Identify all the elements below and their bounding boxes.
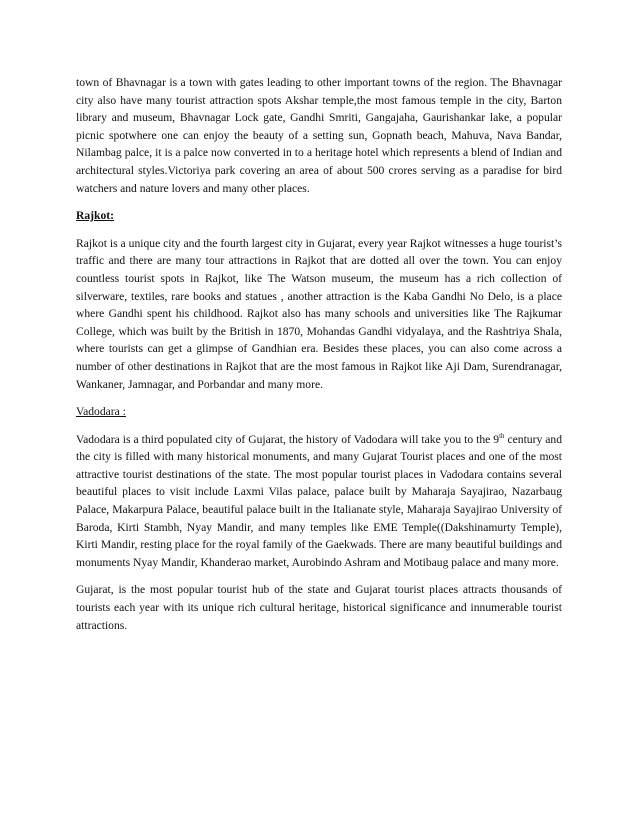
heading-vadodara: Vadodara : bbox=[76, 405, 126, 419]
heading-rajkot: Rajkot: bbox=[76, 209, 114, 223]
document-page bbox=[76, 74, 562, 644]
superscript-ordinal: th bbox=[499, 431, 505, 440]
paragraph-vadodara-rest: century and the city is filled with many historical monuments, and many Gujarat Tourist places and one of the most attractive tourist destinations of the state. The most popular tourist places in Vadodara contains several beautiful places to visit include Laxmi Vilas palace, palace built by Maharaja Sayajirao, Nazarbaug Palace, Makarpura Palace, beautiful palace built in the Italianate style, Maharaja Sayajirao University of Baroda, Kirti Stambh, Nyay Mandir, and many temples like EME Temple((Dakshinamurty Temple), Kirti Mandir, resting place for the royal family of the Gaekwads. There are many beautiful buildings and monuments Nyay Mandir, Khanderao market, Aurobindo Ashram and Motibaug palace and many more. bbox=[76, 432, 562, 569]
paragraph-vadodara-start: Vadodara is a third populated city of Gujarat, the history of Vadodara will take you to the 9 bbox=[76, 432, 500, 446]
paragraph-gujarat: Gujarat, is the most popular tourist hub of the state and Gujarat tourist places attracts thousands of tourists each year with its unique rich cultural heritage, historical significance and innumerable tourist attractions. bbox=[76, 583, 562, 632]
paragraph-bhavnagar: town of Bhavnagar is a town with gates leading to other important towns of the region. The Bhavnagar city also have many tourist attraction spots Akshar temple,the most famous temple in the city, Barton library and museum, Bhavnagar Lock gate, Gandhi Smriti, Gangajaha, Gaurishankar lake, a popular picnic spotwhere one can enjoy the beauty of a setting sun, Gopnath beach, Mahuva, Nava Bandar, Nilambag palce, it is a palce now converted in to a heritage hotel which represents a blend of Indian and architectural styles.Victoriya park covering an area of about 500 crores serving as a paradise for bird watchers and nature lovers and many other places. bbox=[76, 76, 562, 195]
paragraph-rajkot: Rajkot is a unique city and the fourth largest city in Gujarat, every year Rajkot witnesses a huge tourist’s traffic and there are many tour attractions in Rajkot that are dotted all over the town. You can enjoy countless tourist spots in Rajkot, like The Watson museum, the museum has a rich collection of silverware, textiles, rare books and statues , another attraction is the Kaba Gandhi No Delo, is a place where Gandhi spent his childhood. Rajkot also has many schools and universities like The Rajkumar College, which was built by the British in 1870, Mohandas Gandhi vidyalaya, and the Rashtriya Shala, where tourists can get a glimpse of Gandhian era. Besides these places, you can also come across a number of other destinations in Rajkot that are the most famous in Rajkot like Aji Dam, Surendranagar, Wankaner, Jamnagar, and Porbandar and many more. bbox=[76, 236, 562, 391]
paragraph-vadodara bbox=[76, 431, 562, 572]
